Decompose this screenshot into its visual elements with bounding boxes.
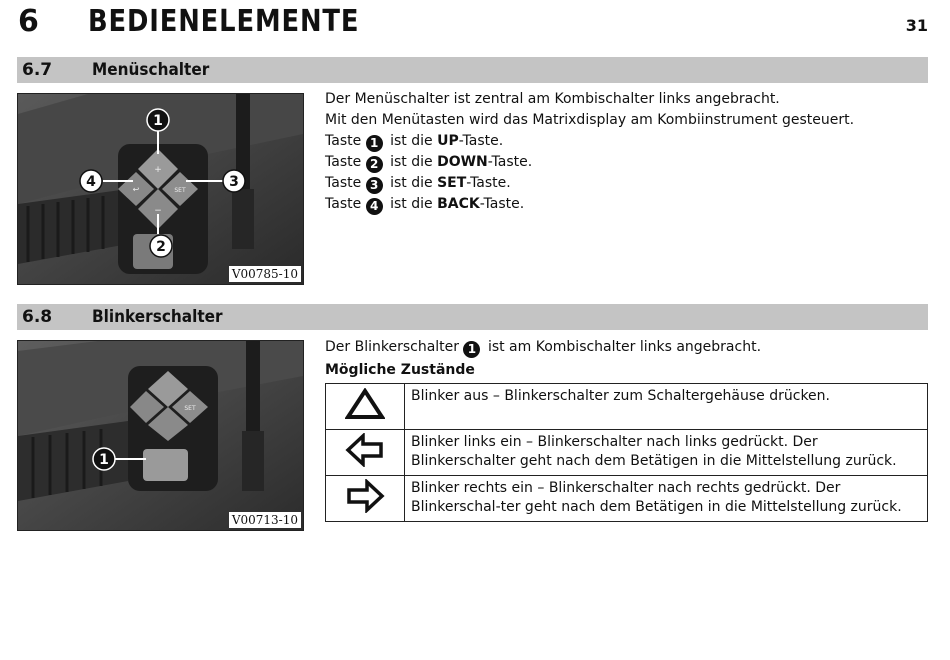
key-text: ist die [390, 175, 433, 191]
callout-1: 1 [99, 452, 109, 468]
intro-text: ist am Kombischalter links angebracht. [487, 339, 762, 355]
callout-1: 1 [153, 113, 163, 129]
description-line: Mit den Menütasten wird das Matrixdisplay am Kombiinstrument gesteuert. [325, 112, 855, 128]
number-badge: 2 [366, 156, 383, 173]
arrow-left-icon [326, 430, 405, 476]
key-word: Taste [325, 133, 362, 149]
key-line-set [325, 173, 854, 194]
section-title: Blinkerschalter [92, 307, 223, 327]
photo-code: V00713-10 [229, 512, 301, 528]
section-header-menu-switch [17, 57, 928, 83]
states-heading: Mögliche Zustände [325, 362, 475, 378]
section-number: 6.8 [22, 307, 53, 327]
section-number: 6.7 [22, 60, 53, 80]
chapter-number: 6 [18, 4, 40, 39]
number-badge: 4 [366, 198, 383, 215]
up-button-mark: + [154, 165, 162, 175]
key-suffix: -Taste. [487, 154, 533, 170]
intro-line [325, 337, 761, 358]
photo-code: V00785-10 [229, 266, 301, 282]
table-row [326, 384, 928, 430]
section-title: Menüschalter [92, 60, 210, 80]
set-button-mark: SET [184, 405, 196, 412]
state-description: Blinker rechts ein – Blinkerschalter nach rechts gedrückt. Der Blinkerschal-ter geht nach dem Betätigen in die Mittelstellung zurück. [405, 476, 928, 522]
callout-3: 3 [229, 174, 239, 190]
table-row [326, 476, 928, 522]
intro-text: Der Blinkerschalter [325, 339, 460, 355]
number-badge: 1 [463, 341, 480, 358]
callout-4: 4 [86, 174, 96, 190]
state-description: Blinker links ein – Blinkerschalter nach links gedrückt. Der Blinkerschalter geht nach dem Betätigen in die Mittelstellung zurück. [405, 430, 928, 476]
key-word: Taste [325, 175, 362, 191]
description-line: Der Menüschalter ist zentral am Kombischalter links angebracht. [325, 91, 780, 107]
chapter-title: BEDIENELEMENTE [88, 4, 360, 39]
states-table [325, 383, 928, 522]
key-name: SET [437, 175, 467, 191]
turn-signal-description [325, 337, 761, 358]
down-button-mark: − [154, 206, 162, 216]
key-word: Taste [325, 196, 362, 212]
key-text: ist die [390, 133, 433, 149]
key-word: Taste [325, 154, 362, 170]
table-row [326, 430, 928, 476]
menu-switch-description [325, 89, 854, 215]
key-line-back [325, 194, 854, 215]
number-badge: 1 [366, 135, 383, 152]
callout-2: 2 [156, 239, 166, 255]
back-button-mark: ↩ [132, 185, 140, 194]
set-button-mark: SET [174, 187, 186, 194]
arrow-right-icon [326, 476, 405, 522]
number-badge: 3 [366, 177, 383, 194]
key-suffix: -Taste. [466, 175, 511, 191]
key-name: UP [437, 133, 459, 149]
page-number: 31 [905, 16, 928, 35]
key-line-down [325, 152, 854, 173]
key-suffix: -Taste. [479, 196, 525, 212]
triangle-icon [326, 384, 405, 430]
key-text: ist die [390, 154, 433, 170]
state-description: Blinker aus – Blinkerschalter zum Schaltergehäuse drücken. [405, 384, 928, 430]
key-text: ist die [390, 196, 433, 212]
turn-signal-switch-photo [17, 340, 304, 531]
section-header-turn-signal-switch [17, 304, 928, 330]
menu-switch-photo [17, 93, 304, 285]
key-name: BACK [437, 196, 480, 212]
key-name: DOWN [437, 154, 488, 170]
key-suffix: -Taste. [458, 133, 504, 149]
key-line-up [325, 131, 854, 152]
